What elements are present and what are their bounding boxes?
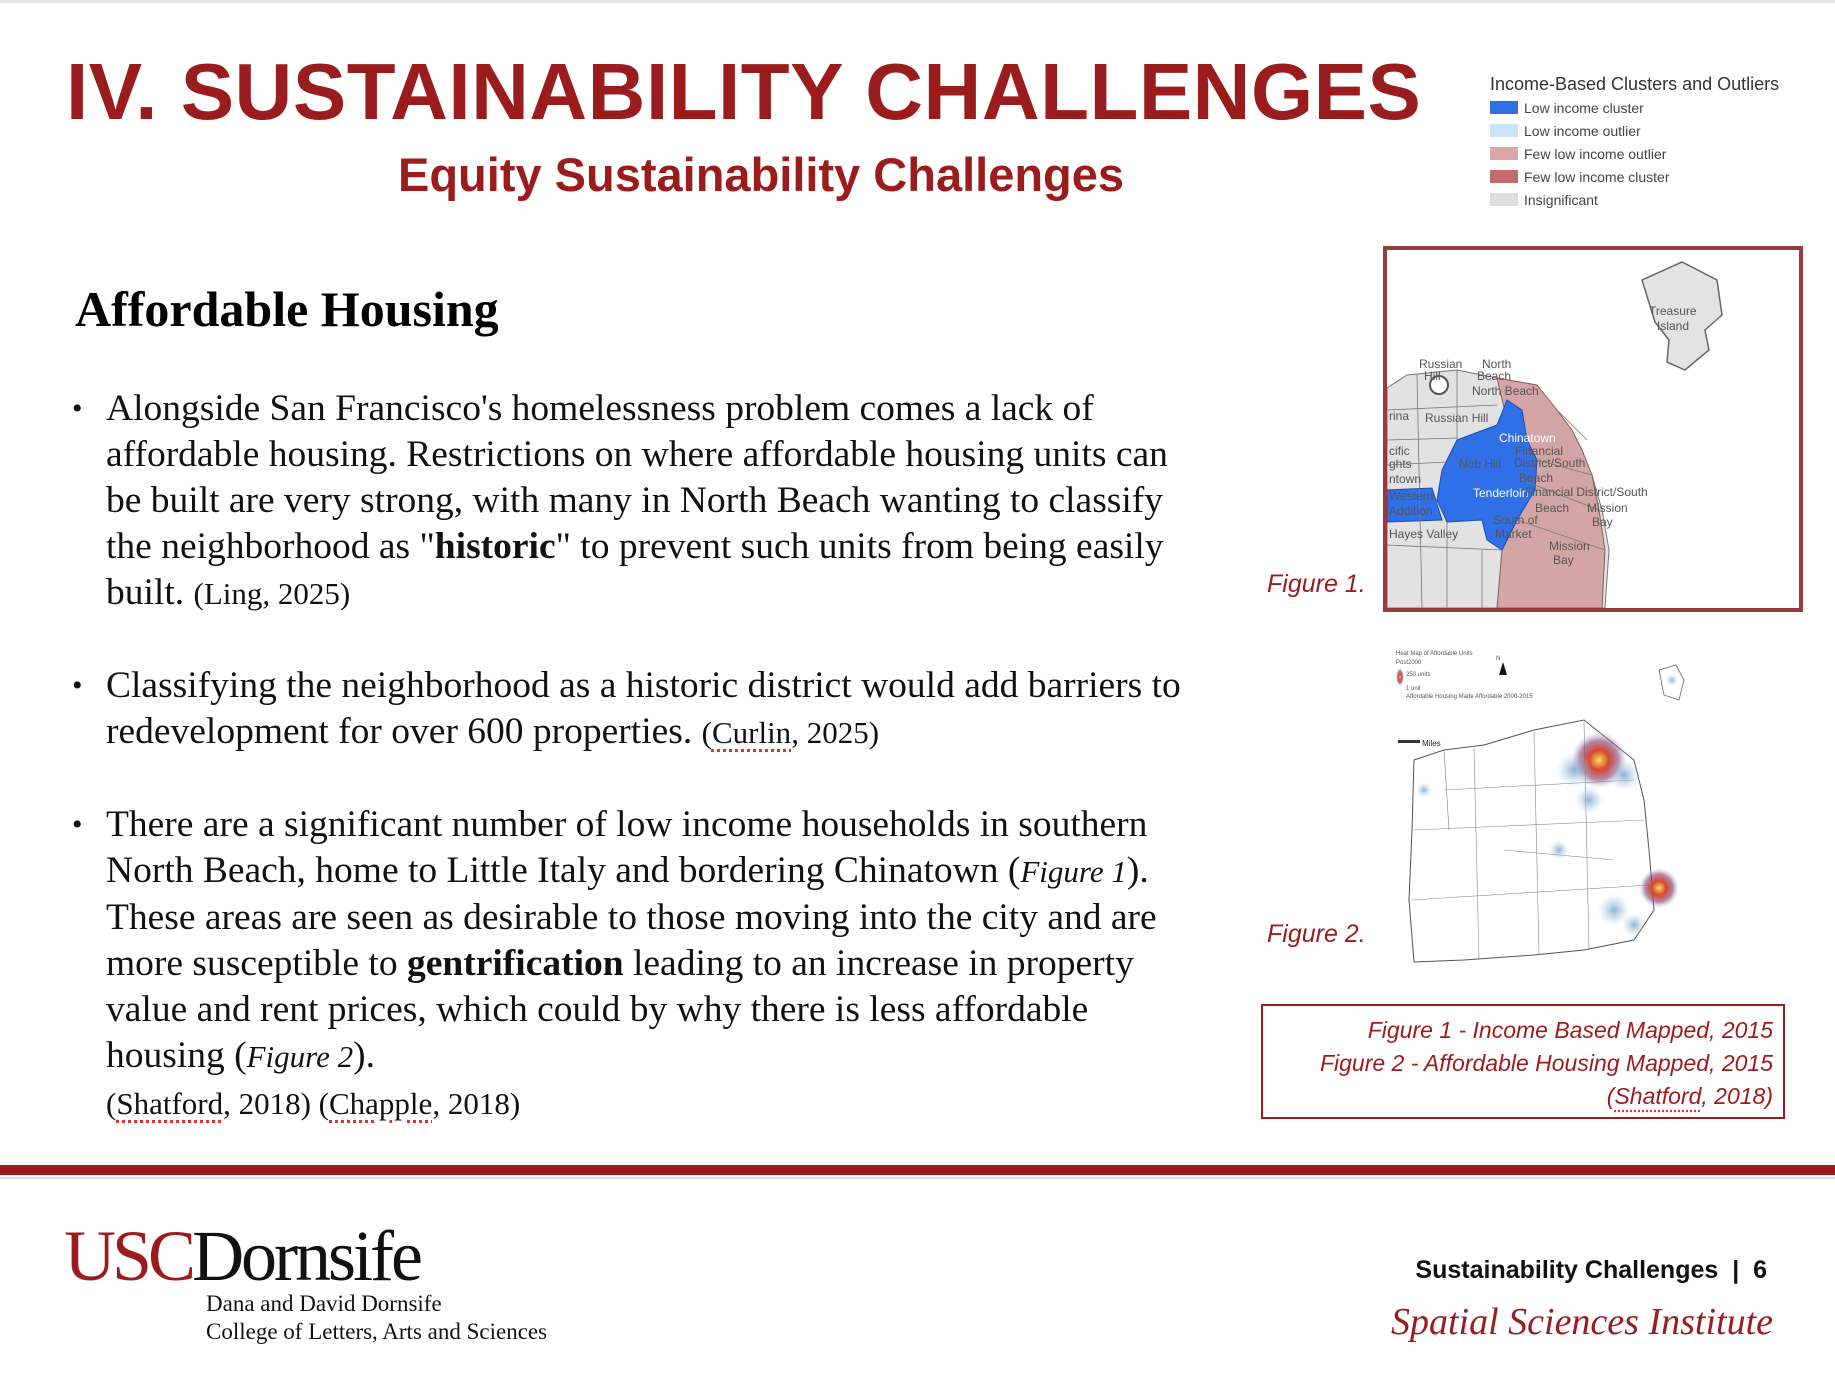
legend-label: Few low income outlier xyxy=(1524,145,1667,162)
legend-item xyxy=(1490,188,1810,211)
page-number: 6 xyxy=(1753,1256,1767,1284)
logo-usc: USC xyxy=(64,1216,193,1296)
svg-text:ghts: ghts xyxy=(1389,457,1412,471)
legend-swatch xyxy=(1490,170,1518,183)
figure-1-label: Figure 1. xyxy=(1267,570,1366,598)
svg-text:Hill: Hill xyxy=(1424,369,1441,383)
usc-dornsife-logo xyxy=(64,1215,420,1298)
bold-term: historic xyxy=(434,526,556,567)
legend-label: Low income cluster xyxy=(1524,99,1644,116)
bullet-text: leading to an increase in property value and rent prices, which could by why there is less affordable housing ( xyxy=(106,943,1134,1076)
svg-text:Post2000: Post2000 xyxy=(1396,660,1422,666)
bullet-item xyxy=(72,386,1212,617)
affordable-housing-heatmap xyxy=(1384,650,1784,965)
svg-text:Chinatown: Chinatown xyxy=(1499,431,1556,445)
citation: (Curlin, 2025) xyxy=(701,715,880,750)
svg-text:Bay: Bay xyxy=(1592,515,1613,529)
svg-text:Bay: Bay xyxy=(1553,553,1574,567)
bullet-text: ). These areas are seen as desirable to those moving into the city and are more susceptible to xyxy=(106,850,1157,984)
top-border xyxy=(0,0,1835,3)
svg-text:N: N xyxy=(1496,656,1501,662)
svg-text:Financial: Financial xyxy=(1515,444,1564,458)
legend-label: Low income outlier xyxy=(1524,122,1641,139)
figure-ref: Figure 1 xyxy=(1020,854,1127,889)
legend-swatch xyxy=(1490,147,1518,160)
svg-text:Beach: Beach xyxy=(1477,369,1512,383)
svg-text:South of: South of xyxy=(1493,513,1538,527)
bullet-item xyxy=(72,663,1212,756)
figure-references-box xyxy=(1261,1004,1785,1119)
logo-dornsife: Dornsife xyxy=(192,1216,420,1296)
svg-text:Market: Market xyxy=(1495,527,1532,541)
legend-label: Insignificant xyxy=(1524,191,1598,208)
svg-text:Hayes Valley: Hayes Valley xyxy=(1389,527,1459,541)
map-legend xyxy=(1490,72,1810,211)
institute-name: Spatial Sciences Institute xyxy=(1390,1301,1773,1343)
svg-text:Nob Hill: Nob Hill xyxy=(1459,457,1502,471)
bullet-list xyxy=(72,386,1212,1173)
reference-line: Figure 1 - Income Based Mapped, 2015 xyxy=(1367,1017,1773,1043)
heatmap-svg xyxy=(1384,650,1784,965)
svg-text:Island: Island xyxy=(1657,319,1690,333)
bullet-text: " to prevent such units from being easily built. xyxy=(106,526,1164,613)
footer-divider-shadow xyxy=(0,1177,1835,1179)
page-subtitle: Equity Sustainability Challenges xyxy=(398,148,1125,201)
svg-text:Russian Hill: Russian Hill xyxy=(1425,411,1489,425)
bullet-text: Classifying the neighborhood as a historic district would add barriers to redevelopment for over 600 properties. xyxy=(106,665,1181,752)
legend-item xyxy=(1490,165,1810,188)
figure-2-label: Figure 2. xyxy=(1267,920,1366,948)
legend-label: Few low income cluster xyxy=(1524,168,1670,185)
section-heading: Affordable Housing xyxy=(75,281,499,337)
svg-text:Mission: Mission xyxy=(1549,539,1590,553)
svg-text:Miles: Miles xyxy=(1422,739,1441,748)
svg-text:Mission: Mission xyxy=(1587,501,1628,515)
citation: (Ling, 2025) xyxy=(193,576,351,611)
svg-text:Affordable Housing Made Afford: Affordable Housing Made Affordable 2000-2015 xyxy=(1406,694,1533,700)
page-title: IV. SUSTAINABILITY CHALLENGES xyxy=(66,47,1422,136)
svg-text:North: North xyxy=(1482,357,1512,371)
svg-text:250 units: 250 units xyxy=(1406,672,1431,678)
footer-section-label: Sustainability Challenges | 6 xyxy=(1415,1256,1767,1284)
bold-term: gentrification xyxy=(406,943,624,984)
legend-swatch xyxy=(1490,193,1518,206)
legend-item xyxy=(1490,142,1810,165)
svg-text:Financial District/South: Financial District/South xyxy=(1525,485,1648,499)
svg-text:Western: Western xyxy=(1389,489,1434,503)
svg-text:Addition: Addition xyxy=(1389,504,1433,518)
svg-text:cific: cific xyxy=(1389,444,1410,458)
legend-item xyxy=(1490,119,1810,142)
reference-line: Figure 2 - Affordable Housing Mapped, 2015 xyxy=(1319,1050,1773,1076)
figure-ref: Figure 2 xyxy=(246,1039,354,1074)
legend-item xyxy=(1490,96,1810,119)
svg-text:ntown: ntown xyxy=(1389,472,1422,486)
svg-text:rina: rina xyxy=(1389,409,1410,423)
legend-title: Income-Based Clusters and Outliers xyxy=(1490,74,1780,94)
svg-text:North Beach: North Beach xyxy=(1472,384,1539,398)
income-map-svg xyxy=(1387,250,1799,608)
legend-swatch xyxy=(1490,124,1518,137)
bullet-text: Alongside San Francisco's homelessness problem comes a lack of affordable housing. Restrictions on where affordable housing units can be built are very strong, with many in North Beach wanting to classify the neighborhood as " xyxy=(106,388,1168,567)
income-cluster-map xyxy=(1383,246,1803,612)
citation: (Shatford, 2018) (Chapple, 2018) xyxy=(106,1086,521,1121)
svg-text:Tenderloin: Tenderloin xyxy=(1473,486,1529,500)
svg-text:District/South: District/South xyxy=(1514,456,1586,470)
legend-swatch xyxy=(1490,101,1518,114)
svg-text:1 unit: 1 unit xyxy=(1406,686,1421,692)
bullet-item xyxy=(72,802,1212,1127)
bullet-text: ). xyxy=(353,1035,375,1076)
svg-text:Beach: Beach xyxy=(1535,501,1570,515)
footer-divider xyxy=(0,1165,1835,1175)
svg-text:Beach: Beach xyxy=(1519,471,1554,485)
svg-text:Treasure: Treasure xyxy=(1649,304,1697,318)
reference-line: (Shatford, 2018) xyxy=(1606,1083,1773,1109)
svg-text:Russian: Russian xyxy=(1419,357,1463,371)
bullet-text: There are a significant number of low income households in southern North Beach, home to Little Italy and bordering Chinatown ( xyxy=(106,804,1148,891)
svg-text:Heat Map of Affordable Units: Heat Map of Affordable Units xyxy=(1396,651,1473,657)
logo-subtitle: Dana and David Dornsife College of Letters, Arts and Sciences xyxy=(206,1291,548,1344)
